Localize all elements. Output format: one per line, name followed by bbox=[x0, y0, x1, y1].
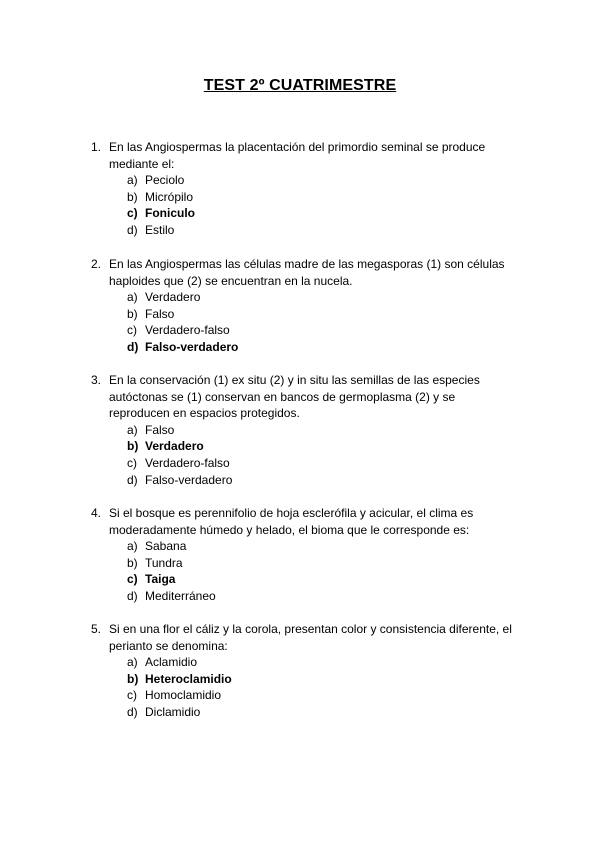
option-letter: b) bbox=[127, 306, 138, 321]
option-d bbox=[127, 472, 531, 489]
option-text: Verdadero-falso bbox=[145, 323, 230, 338]
option-a bbox=[127, 172, 531, 189]
option-text: Micrópilo bbox=[145, 189, 194, 204]
option-letter: d) bbox=[127, 472, 138, 487]
option-c bbox=[127, 322, 531, 339]
option-letter: d) bbox=[127, 589, 138, 604]
option-letter: c) bbox=[127, 323, 137, 338]
question-text: Si en una flor el cáliz y la corola, presentan color y consistencia diferente, el perianto se denomina: bbox=[109, 622, 512, 653]
option-text: Taiga bbox=[145, 572, 176, 587]
question-number: 2. bbox=[91, 257, 102, 271]
answer-options bbox=[127, 422, 531, 489]
question-4 bbox=[91, 505, 531, 605]
option-letter: a) bbox=[127, 655, 138, 669]
question-number: 4. bbox=[91, 506, 102, 520]
option-b-correct bbox=[127, 671, 531, 688]
question-text: En la conservación (1) ex situ (2) y in situ las semillas de las especies autóctonas se (1) conservan en bancos de germoplasma (2) y se reproducen en espacios protegidos. bbox=[109, 373, 480, 420]
question-2 bbox=[91, 256, 531, 356]
option-b bbox=[127, 306, 531, 323]
option-letter: a) bbox=[127, 173, 138, 187]
option-text: Verdadero bbox=[145, 290, 201, 304]
option-letter: b) bbox=[127, 189, 138, 204]
option-text: Tundra bbox=[145, 555, 183, 570]
question-5 bbox=[91, 621, 531, 721]
option-letter: b) bbox=[127, 439, 139, 454]
question-number: 3. bbox=[91, 373, 102, 387]
option-text: Falso-verdadero bbox=[145, 472, 233, 487]
question-text: Si el bosque es perennifolio de hoja esclerófila y acicular, el clima es moderadamente húmedo y helado, el bioma que le corresponde es: bbox=[109, 506, 474, 537]
option-text: Diclamidio bbox=[145, 705, 201, 720]
option-letter: c) bbox=[127, 688, 137, 703]
answer-options bbox=[127, 172, 531, 239]
answer-options bbox=[127, 289, 531, 356]
option-letter: a) bbox=[127, 290, 138, 304]
option-text: Aclamidio bbox=[145, 655, 198, 669]
option-text: Falso bbox=[145, 422, 175, 437]
option-text: Falso bbox=[145, 306, 175, 321]
option-text: Estilo bbox=[145, 223, 175, 238]
option-text: Verdadero-falso bbox=[145, 455, 230, 470]
option-letter: a) bbox=[127, 539, 138, 553]
option-text: Peciolo bbox=[145, 173, 185, 187]
option-letter: b) bbox=[127, 555, 138, 570]
option-letter: b) bbox=[127, 671, 139, 686]
option-text: Heteroclamidio bbox=[145, 671, 232, 686]
option-text: Verdadero bbox=[145, 439, 204, 454]
option-d-correct bbox=[127, 339, 531, 356]
option-c bbox=[127, 687, 531, 704]
option-text: Sabana bbox=[145, 539, 187, 553]
option-a bbox=[127, 654, 531, 671]
option-letter: d) bbox=[127, 705, 138, 720]
question-3 bbox=[91, 372, 531, 488]
option-text: Mediterráneo bbox=[145, 589, 216, 604]
question-text: En las Angiospermas las células madre de las megasporas (1) son células haploides que (2) se encuentran en la nucela. bbox=[109, 257, 505, 288]
option-c bbox=[127, 455, 531, 472]
question-number: 5. bbox=[91, 622, 102, 636]
answer-options bbox=[127, 538, 531, 605]
option-b bbox=[127, 189, 531, 206]
option-letter: c) bbox=[127, 572, 138, 587]
option-d bbox=[127, 588, 531, 605]
option-b-correct bbox=[127, 438, 531, 455]
option-letter: d) bbox=[127, 223, 138, 238]
option-c-correct bbox=[127, 205, 531, 222]
option-letter: d) bbox=[127, 340, 139, 355]
option-b bbox=[127, 555, 531, 572]
option-letter: c) bbox=[127, 455, 137, 470]
option-letter: c) bbox=[127, 206, 138, 221]
option-text: Homoclamidio bbox=[145, 688, 222, 703]
option-a bbox=[127, 538, 531, 555]
option-a bbox=[127, 422, 531, 439]
option-c-correct bbox=[127, 571, 531, 588]
answer-options bbox=[127, 654, 531, 721]
option-letter: a) bbox=[127, 422, 138, 437]
option-text: Falso-verdadero bbox=[145, 340, 239, 355]
option-d bbox=[127, 704, 531, 721]
option-d bbox=[127, 222, 531, 239]
option-a bbox=[127, 289, 531, 306]
option-text: Foniculo bbox=[145, 206, 195, 221]
question-text: En las Angiospermas la placentación del primordio seminal se produce mediante el: bbox=[109, 140, 486, 171]
question-1 bbox=[91, 139, 531, 239]
page-title: TEST 2º CUATRIMESTRE bbox=[203, 77, 397, 94]
question-number: 1. bbox=[91, 140, 102, 154]
